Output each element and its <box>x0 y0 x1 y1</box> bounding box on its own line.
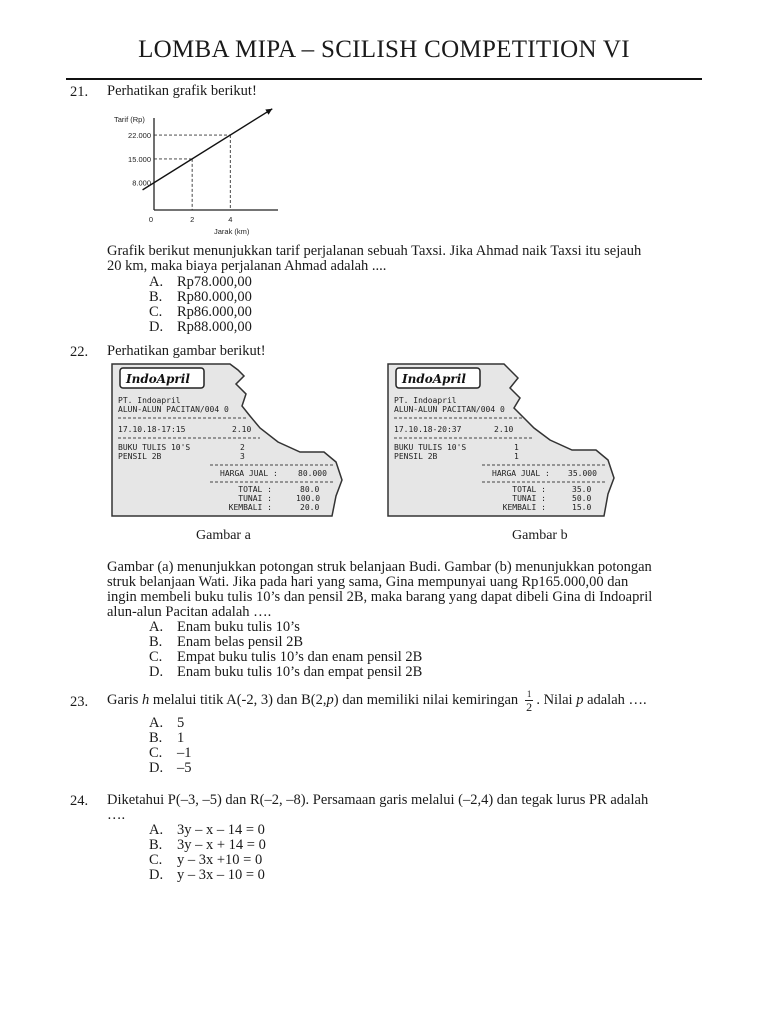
q23-var-p-inline: p <box>326 691 334 708</box>
chart-y-tick-label: 22.000 <box>128 131 151 141</box>
receipt-b-branch: ALUN-ALUN PACITAN/004 0 <box>394 405 505 414</box>
option-letter: D. <box>149 664 164 680</box>
q22-text-line1: Gambar (a) menunjukkan potongan struk belanjaan Budi. Gambar (b) menunjukkan potongan <box>107 559 652 575</box>
q23-number: 23. <box>70 694 89 710</box>
q22-option-c[interactable] <box>149 650 422 665</box>
option-text: Enam belas pensil 2B <box>177 634 304 650</box>
option-letter: B. <box>149 730 163 746</box>
receipt-b-qty1: 1 <box>514 443 519 452</box>
receipt-b-harga-label: HARGA JUAL : <box>492 469 550 478</box>
caption-a: Gambar a <box>196 528 251 543</box>
q24-option-b[interactable] <box>149 838 266 853</box>
option-text: 5 <box>177 715 185 731</box>
receipt-a-tunai-value: 100.0 <box>296 494 321 503</box>
caption-b: Gambar b <box>512 528 568 543</box>
q23-option-b[interactable] <box>149 731 184 746</box>
option-text: y – 3x – 10 = 0 <box>177 867 265 883</box>
receipt-b-item2: PENSIL 2B <box>394 452 438 461</box>
option-letter: A. <box>149 715 164 731</box>
q23-fraction <box>525 688 534 713</box>
q22-text-line2: struk belanjaan Wati. Jika pada hari yang sama, Gina mempunyai uang Rp165.000,00 dan <box>107 574 629 590</box>
receipt-a-qty1: 2 <box>240 443 245 452</box>
option-text: 3y – x – 14 = 0 <box>177 822 265 838</box>
option-letter: B. <box>149 634 163 650</box>
option-text: 1 <box>177 730 185 746</box>
receipt-b-brand: IndoApril <box>402 372 466 386</box>
receipt-b-total-label: TOTAL : <box>512 485 546 494</box>
option-text: Enam buku tulis 10’s dan empat pensil 2B <box>177 664 423 680</box>
q21-option-a[interactable] <box>149 275 252 290</box>
q22-text-line4: alun-alun Pacitan adalah …. <box>107 604 272 620</box>
option-letter: C. <box>149 745 163 761</box>
q23-var-h: h <box>142 691 150 708</box>
q24-option-a[interactable] <box>149 823 265 838</box>
receipt-a-item1: BUKU TULIS 10'S <box>118 443 191 452</box>
q21-text-line1: Grafik berikut menunjukkan tarif perjalanan sebuah Taxsi. Jika Ahmad naik Taxsi itu sejauh <box>107 243 642 259</box>
option-letter: B. <box>149 837 163 853</box>
option-text: Rp78.000,00 <box>177 274 252 290</box>
chart-series-line <box>143 109 273 190</box>
q24-text-line1: Diketahui P(–3, –5) dan R(–2, –8). Persamaan garis melalui (–2,4) dan tegak lurus PR adalah <box>107 792 649 808</box>
receipt-a-kembali-value: 20.0 <box>300 503 320 512</box>
q23-option-a[interactable] <box>149 716 184 731</box>
receipt-a-company: PT. Indoapril <box>118 396 181 405</box>
option-letter: D. <box>149 760 164 776</box>
option-text: Rp80.000,00 <box>177 289 252 305</box>
q21-text-line2: 20 km, maka biaya perjalanan Ahmad adalah .... <box>107 258 387 274</box>
option-text: –1 <box>177 745 192 761</box>
q23-text <box>107 688 647 713</box>
receipt-a-harga-value: 80.000 <box>298 469 327 478</box>
option-letter: A. <box>149 619 164 635</box>
chart-y-tick-label: 15.000 <box>128 154 151 164</box>
option-letter: C. <box>149 649 163 665</box>
q23-text-after1: . Nilai <box>536 691 573 708</box>
q22-option-b[interactable] <box>149 635 303 650</box>
q24-option-d[interactable] <box>149 868 265 883</box>
receipt-b-item1: BUKU TULIS 10'S <box>394 443 467 452</box>
q22-option-a[interactable] <box>149 620 300 635</box>
q23-text-after2: adalah …. <box>587 691 647 708</box>
page-title: LOMBA MIPA – SCILISH COMPETITION VI <box>138 36 630 63</box>
q23-option-c[interactable] <box>149 746 192 761</box>
receipt-b-kembali-label: KEMBALI : <box>502 503 546 512</box>
q21-chart <box>110 108 290 242</box>
chart-x-tick-label: 0 <box>148 215 154 224</box>
q23-option-d[interactable] <box>149 761 192 776</box>
q24-text-line2: …. <box>107 807 126 823</box>
receipt-b-company: PT. Indoapril <box>394 396 457 405</box>
q23-frac-num: 1 <box>526 689 532 699</box>
q23-frac-den: 2 <box>526 700 533 714</box>
q23-text-mid: melalui titik A(-2, 3) dan B(2, <box>152 691 327 708</box>
receipt-a-branch: ALUN-ALUN PACITAN/004 0 <box>118 405 229 414</box>
chart-x-tick-label: 2 <box>190 215 195 224</box>
option-letter: D. <box>149 867 164 883</box>
receipt-b-harga-value: 35.000 <box>568 469 597 478</box>
option-text: 3y – x + 14 = 0 <box>177 837 266 853</box>
receipt-a-tunai-label: TUNAI : <box>238 494 272 503</box>
receipt-b-tunai-label: TUNAI : <box>512 494 546 503</box>
receipt-b-tunai-value: 50.0 <box>572 494 592 503</box>
q21-option-b[interactable] <box>149 290 252 305</box>
option-letter: A. <box>149 822 164 838</box>
option-text: Empat buku tulis 10’s dan enam pensil 2B <box>177 649 423 665</box>
receipt-b-code: 2.10 <box>494 425 514 434</box>
chart-ylabel: Tarif (Rp) <box>114 115 145 124</box>
q21-option-c[interactable] <box>149 305 252 320</box>
receipt-b-total-value: 35.0 <box>572 485 592 494</box>
q21-prompt: Perhatikan grafik berikut! <box>107 83 257 99</box>
q22-prompt: Perhatikan gambar berikut! <box>107 343 266 359</box>
chart-y-tick-label: 8.000 <box>132 178 151 188</box>
option-text: Rp88.000,00 <box>177 319 252 335</box>
receipt-a-total-value: 80.0 <box>300 485 320 494</box>
q22-text-line3: ingin membeli buku tulis 10’s dan pensil 2B, maka barang yang dapat dibeli Gina di Indoapril <box>107 589 653 605</box>
receipt-b <box>386 362 630 522</box>
receipt-a-kembali-label: KEMBALI : <box>228 503 272 512</box>
q23-var-p: p <box>576 691 584 708</box>
receipt-a-code: 2.10 <box>232 425 252 434</box>
option-letter: C. <box>149 852 163 868</box>
option-letter: D. <box>149 319 164 335</box>
option-text: –5 <box>177 760 192 776</box>
q23-text-mid2: ) dan memiliki nilai kemiringan <box>333 691 519 708</box>
receipt-a-total-label: TOTAL : <box>238 485 272 494</box>
option-text: Enam buku tulis 10’s <box>177 619 300 635</box>
chart-xlabel: Jarak (km) <box>214 227 250 236</box>
receipt-b-kembali-value: 15.0 <box>572 503 592 512</box>
option-text: y – 3x +10 = 0 <box>177 852 263 868</box>
receipt-a-harga-label: HARGA JUAL : <box>220 469 278 478</box>
receipt-a-qty2: 3 <box>240 452 245 461</box>
option-letter: A. <box>149 274 164 290</box>
receipt-b-qty2: 1 <box>514 452 519 461</box>
receipt-a <box>110 362 356 522</box>
q24-option-c[interactable] <box>149 853 262 868</box>
header-divider <box>66 78 702 80</box>
q23-text-before: Garis <box>107 691 139 708</box>
q21-option-d[interactable] <box>149 320 252 335</box>
chart-x-tick-label: 4 <box>228 215 233 224</box>
q21-number: 21. <box>70 84 89 100</box>
chart-plot-area <box>128 109 278 224</box>
q22-number: 22. <box>70 344 89 360</box>
q22-option-d[interactable] <box>149 665 422 680</box>
q24-number: 24. <box>70 793 89 809</box>
receipt-a-datetime: 17.10.18-17:15 <box>118 425 186 434</box>
option-letter: B. <box>149 289 163 305</box>
receipt-b-datetime: 17.10.18-20:37 <box>394 425 462 434</box>
option-letter: C. <box>149 304 163 320</box>
option-text: Rp86.000,00 <box>177 304 252 320</box>
receipt-a-item2: PENSIL 2B <box>118 452 162 461</box>
receipt-a-brand: IndoApril <box>126 372 190 386</box>
